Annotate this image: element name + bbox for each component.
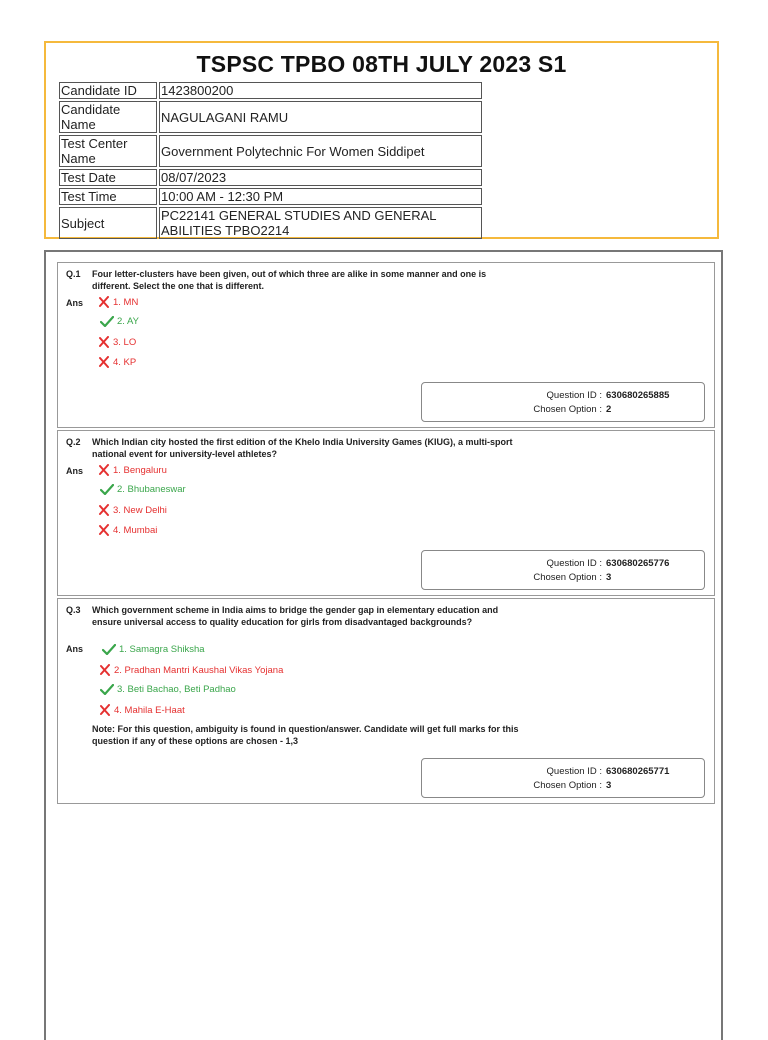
info-key: Candidate ID xyxy=(59,82,157,99)
info-row xyxy=(59,169,482,186)
info-value: 10:00 AM - 12:30 PM xyxy=(159,188,482,205)
check-icon xyxy=(100,484,114,495)
cross-icon xyxy=(98,336,110,348)
question-text: Which Indian city hosted the first edition of the Khelo India University Games (KIUG), a multi-sport national event for university-level athletes? xyxy=(92,437,513,459)
option-item xyxy=(102,644,205,655)
chosen-option-value: 3 xyxy=(606,572,612,583)
option-item xyxy=(99,664,283,676)
question-text: Four letter-clusters have been given, out of which three are alike in some manner and one is different. Select the one that is different. xyxy=(92,269,487,291)
question-number: Q.1 xyxy=(66,269,81,279)
option-item xyxy=(98,524,157,536)
option-label: 4. KP xyxy=(113,356,137,368)
check-icon xyxy=(100,316,114,327)
answer-label: Ans xyxy=(66,466,84,476)
cross-icon xyxy=(99,664,111,676)
option-label: 4. Mumbai xyxy=(113,524,158,536)
info-key: Test Date xyxy=(59,169,157,186)
info-row xyxy=(59,82,482,99)
info-value: Government Polytechnic For Women Siddipet xyxy=(159,135,482,167)
question-id-value: 630680265771 xyxy=(606,766,670,777)
option-label: 4. Mahila E-Haat xyxy=(114,704,185,716)
option-label: 1. Bengaluru xyxy=(113,464,167,476)
question-number: Q.3 xyxy=(66,605,81,615)
info-value: NAGULAGANI RAMU xyxy=(159,101,482,133)
cross-icon xyxy=(98,524,110,536)
option-label: 2. Pradhan Mantri Kaushal Vikas Yojana xyxy=(114,664,284,676)
option-item xyxy=(98,464,167,476)
question-text: Which government scheme in India aims to bridge the gender gap in elementary education and ensure universal access to quality education for girls from disadvantaged backgrounds? xyxy=(92,605,499,627)
check-icon xyxy=(102,644,116,655)
option-item xyxy=(99,704,185,716)
option-label: 3. New Delhi xyxy=(113,504,167,516)
cross-icon xyxy=(98,504,110,516)
question-number: Q.2 xyxy=(66,437,81,447)
option-label: 2. Bhubaneswar xyxy=(117,484,186,495)
question-id-label: Question ID : xyxy=(546,558,602,569)
candidate-info-table xyxy=(57,80,484,241)
chosen-option-label: Chosen Option : xyxy=(533,572,602,583)
option-item xyxy=(100,316,139,327)
option-item xyxy=(98,504,167,516)
info-row xyxy=(59,207,482,239)
cross-icon xyxy=(98,464,110,476)
question-panel xyxy=(57,430,715,596)
question-note: Note: For this question, ambiguity is found in question/answer. Candidate will get full marks for this question if any of these options are chosen - 1,3 xyxy=(92,724,519,746)
info-row xyxy=(59,188,482,205)
chosen-option-value: 3 xyxy=(606,780,612,791)
option-label: 1. MN xyxy=(113,296,139,308)
option-label: 3. LO xyxy=(113,336,137,348)
option-label: 2. AY xyxy=(117,316,140,327)
chosen-option-label: Chosen Option : xyxy=(533,780,602,791)
option-item xyxy=(98,296,138,308)
info-key: Candidate Name xyxy=(59,101,157,133)
option-label: 3. Beti Bachao, Beti Padhao xyxy=(117,684,236,695)
option-item xyxy=(98,336,136,348)
question-panel xyxy=(57,598,715,804)
question-id-value: 630680265776 xyxy=(606,558,670,569)
chosen-option-value: 2 xyxy=(606,404,612,415)
info-row xyxy=(59,101,482,133)
option-label: 1. Samagra Shiksha xyxy=(119,644,205,655)
question-id-label: Question ID : xyxy=(546,766,602,777)
answer-label: Ans xyxy=(66,644,84,654)
cross-icon xyxy=(98,356,110,368)
info-value: PC22141 GENERAL STUDIES AND GENERAL ABILITIES TPBO2214 xyxy=(159,207,482,239)
question-id-value: 630680265885 xyxy=(606,390,670,401)
info-value: 1423800200 xyxy=(159,82,482,99)
info-key: Test Time xyxy=(59,188,157,205)
info-row xyxy=(59,135,482,167)
option-item xyxy=(98,356,136,368)
page-title: TSPSC TPBO 08TH JULY 2023 S1 xyxy=(196,51,567,77)
question-meta-box xyxy=(421,382,705,422)
cross-icon xyxy=(98,296,110,308)
question-meta-box xyxy=(421,550,705,590)
questions-section xyxy=(44,250,723,1040)
check-icon xyxy=(100,684,114,695)
info-key: Subject xyxy=(59,207,157,239)
question-meta-box xyxy=(421,758,705,798)
question-id-label: Question ID : xyxy=(546,390,602,401)
question-panel xyxy=(57,262,715,428)
chosen-option-label: Chosen Option : xyxy=(533,404,602,415)
info-key: Test Center Name xyxy=(59,135,157,167)
info-value: 08/07/2023 xyxy=(159,169,482,186)
answer-label: Ans xyxy=(66,298,84,308)
cross-icon xyxy=(99,704,111,716)
response-sheet-header xyxy=(44,41,719,239)
option-item xyxy=(100,684,236,695)
option-item xyxy=(100,484,186,495)
